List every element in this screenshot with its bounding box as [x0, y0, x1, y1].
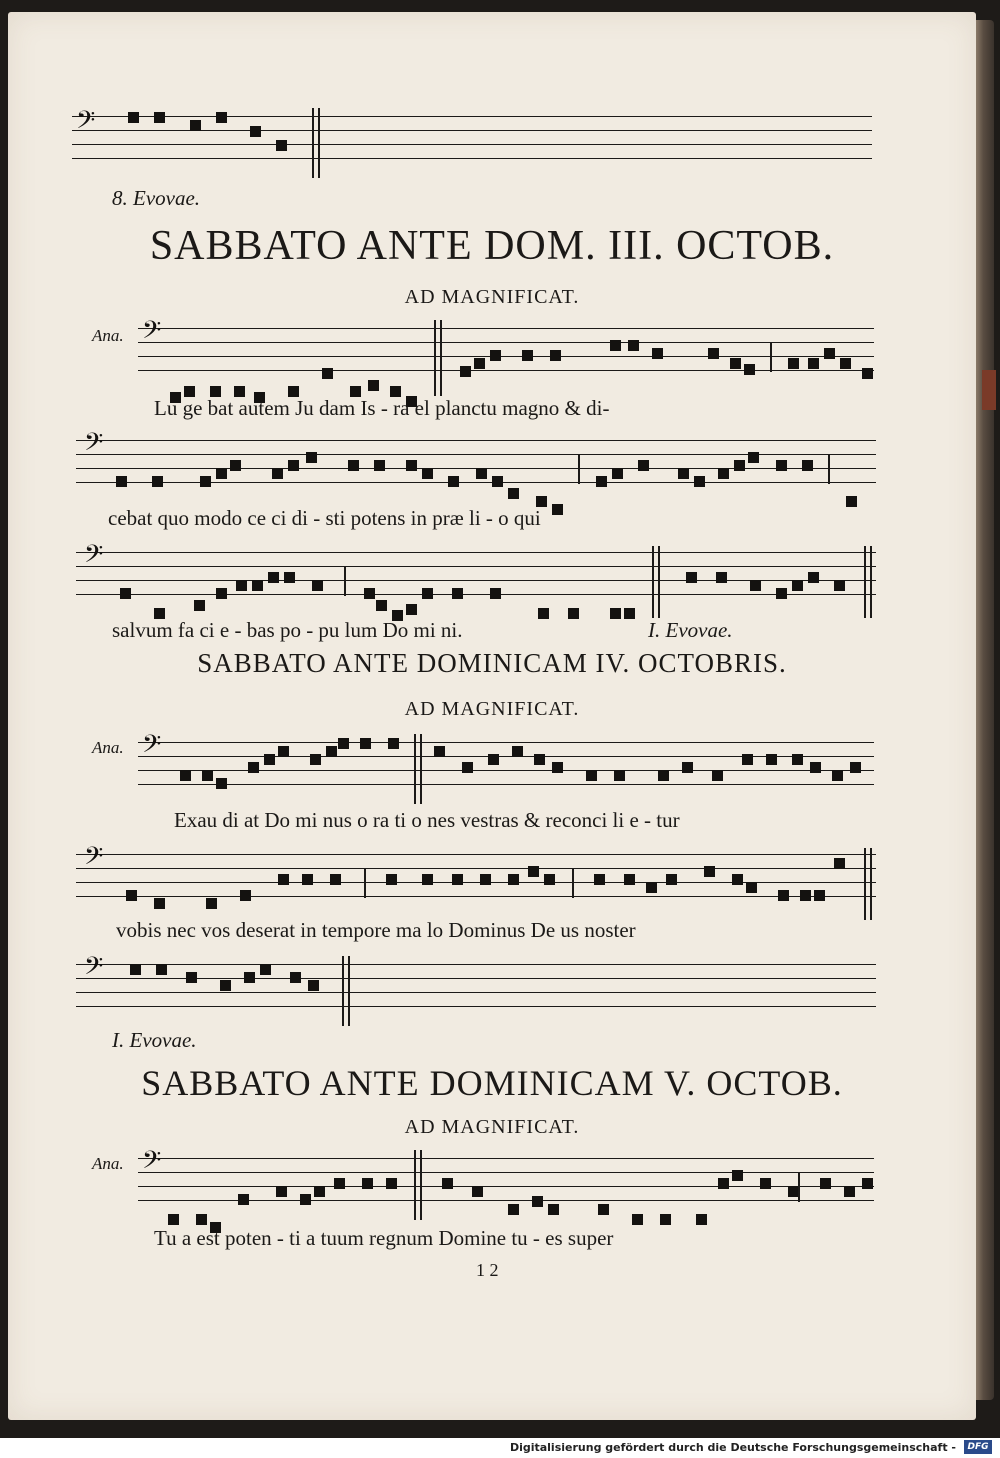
staff-line: [76, 482, 876, 483]
neume-note: [264, 754, 275, 765]
neume-note: [716, 572, 727, 583]
neume-note: [300, 1194, 311, 1205]
neume-note: [508, 488, 519, 499]
clef-icon: 𝄢: [142, 730, 162, 765]
section-subtitle: AD MAGNIFICAT.: [404, 698, 580, 720]
neume-note: [386, 1178, 397, 1189]
staff-1: [138, 316, 874, 364]
staff-line: [138, 370, 874, 371]
neume-note: [290, 972, 301, 983]
neume-note: [788, 358, 799, 369]
lyrics-line: Tu a est poten - ti a tuum regnum Domine tu - es super: [154, 1226, 614, 1250]
neume-note: [260, 964, 271, 975]
neume-note: [658, 770, 669, 781]
neume-note: [284, 572, 295, 583]
clef-icon: 𝄢: [84, 428, 104, 463]
neume-note: [610, 608, 621, 619]
neume-note: [248, 762, 259, 773]
lyrics-line: vobis nec vos deserat in tempore ma lo Dominus De us noster: [116, 918, 636, 942]
neume-note: [528, 866, 539, 877]
neume-note: [252, 580, 263, 591]
neume-note: [638, 460, 649, 471]
neume-note: [522, 350, 533, 361]
end-label: I. Evovae.: [112, 1028, 197, 1052]
neume-note: [452, 874, 463, 885]
neume-note: [180, 770, 191, 781]
neume-note: [776, 460, 787, 471]
neume-note: [552, 504, 563, 515]
neume-note: [152, 476, 163, 487]
clef-icon: 𝄢: [76, 106, 96, 141]
staff-line: [76, 552, 876, 553]
bar-line: [578, 454, 580, 484]
staff-line: [76, 992, 876, 993]
neume-note: [326, 746, 337, 757]
neume-note: [596, 476, 607, 487]
neume-note: [386, 874, 397, 885]
neume-note: [534, 754, 545, 765]
neume-note: [840, 358, 851, 369]
staff-line: [76, 896, 876, 897]
neume-note: [732, 1170, 743, 1181]
neume-note: [276, 140, 287, 151]
neume-note: [704, 866, 715, 877]
neume-note: [810, 762, 821, 773]
neume-note: [712, 770, 723, 781]
neume-note: [368, 380, 379, 391]
neume-note: [238, 1194, 249, 1205]
neume-note: [452, 588, 463, 599]
page-number: 1 2: [476, 1260, 499, 1280]
neume-note: [682, 762, 693, 773]
neume-note: [196, 1214, 207, 1225]
neume-note: [126, 890, 137, 901]
clef-icon: 𝄢: [84, 540, 104, 575]
neume-note: [808, 358, 819, 369]
neume-note: [268, 572, 279, 583]
neume-note: [832, 770, 843, 781]
bar-line: [364, 868, 366, 898]
staff-line: [138, 756, 874, 757]
staff-line: [76, 868, 876, 869]
neume-note: [310, 754, 321, 765]
neume-note: [544, 874, 555, 885]
antiphon-label: Ana.: [92, 1154, 124, 1173]
neume-note: [586, 770, 597, 781]
neume-note: [800, 890, 811, 901]
neume-note: [422, 588, 433, 599]
neume-note: [730, 358, 741, 369]
staff-line: [72, 144, 872, 145]
neume-note: [808, 572, 819, 583]
bar-line: [434, 320, 442, 396]
neume-note: [624, 608, 635, 619]
lyrics-line: cebat quo modo ce ci di - sti potens in præ li - o qui: [108, 506, 541, 530]
neume-note: [492, 476, 503, 487]
neume-note: [628, 340, 639, 351]
bar-line: [864, 546, 872, 618]
bar-line: [864, 848, 872, 920]
neume-note: [434, 746, 445, 757]
staff-line: [72, 158, 872, 159]
staff-line: [76, 1006, 876, 1007]
bar-line: [414, 734, 422, 804]
staff-line: [76, 440, 876, 441]
neume-note: [550, 350, 561, 361]
neume-note: [490, 350, 501, 361]
section-subtitle: AD MAGNIFICAT.: [404, 1116, 580, 1138]
neume-note: [610, 340, 621, 351]
neume-note: [734, 460, 745, 471]
neume-note: [362, 1178, 373, 1189]
neume-note: [376, 600, 387, 611]
neume-note: [488, 754, 499, 765]
neume-note: [278, 874, 289, 885]
neume-note: [480, 874, 491, 885]
footer-credit: Digitalisierung gefördert durch die Deutsche Forschungsgemeinschaft -: [509, 1441, 956, 1454]
neume-note: [306, 452, 317, 463]
neume-note: [230, 460, 241, 471]
neume-note: [374, 460, 385, 471]
lyrics-line: Lu ge bat autem Ju dam Is - ra el planctu magno & di-: [154, 396, 610, 420]
neume-note: [236, 580, 247, 591]
section-title: SABBATO ANTE DOMINICAM V. OCTOB.: [141, 1063, 843, 1103]
neume-note: [766, 754, 777, 765]
bar-line: [342, 956, 350, 1026]
neume-note: [220, 980, 231, 991]
neume-note: [844, 1186, 855, 1197]
neume-note: [508, 874, 519, 885]
neume-note: [216, 778, 227, 789]
neume-note: [646, 882, 657, 893]
staff-0: [72, 106, 872, 152]
neume-note: [308, 980, 319, 991]
neume-note: [130, 964, 141, 975]
neume-note: [834, 858, 845, 869]
neume-note: [748, 452, 759, 463]
dfg-logo: DFG: [964, 1440, 992, 1454]
neume-note: [694, 476, 705, 487]
neume-note: [532, 1196, 543, 1207]
staff-4: [138, 730, 874, 778]
neume-note: [128, 112, 139, 123]
neume-note: [202, 770, 213, 781]
staff-line: [72, 116, 872, 117]
neume-note: [462, 762, 473, 773]
bar-line: [798, 1172, 800, 1202]
bar-line: [572, 868, 574, 898]
section-title: SABBATO ANTE DOMINICAM IV. OCTOBRIS.: [197, 648, 787, 678]
neume-note: [364, 588, 375, 599]
neume-note: [272, 468, 283, 479]
neume-note: [116, 476, 127, 487]
end-label: I. Evovae.: [648, 618, 733, 642]
neume-note: [154, 898, 165, 909]
neume-note: [206, 898, 217, 909]
neume-note: [388, 738, 399, 749]
neume-note: [614, 770, 625, 781]
clef-icon: 𝄢: [84, 952, 104, 987]
neume-note: [850, 762, 861, 773]
staff-line: [76, 964, 876, 965]
neume-note: [652, 348, 663, 359]
staff-line: [76, 854, 876, 855]
neume-note: [512, 746, 523, 757]
neume-note: [760, 1178, 771, 1189]
neume-note: [330, 874, 341, 885]
bookmark-ribbon: [982, 370, 996, 410]
antiphon-label: Ana.: [92, 326, 124, 345]
end-label: 8. Evovae.: [112, 186, 201, 210]
neume-note: [474, 358, 485, 369]
paper-sheet: [8, 12, 976, 1420]
neume-note: [302, 874, 313, 885]
staff-5: [76, 842, 876, 890]
neume-note: [338, 738, 349, 749]
bar-line: [344, 566, 346, 596]
neume-note: [660, 1214, 671, 1225]
staff-line: [138, 328, 874, 329]
staff-line: [138, 784, 874, 785]
section-title: SABBATO ANTE DOM. III. OCTOB.: [149, 223, 835, 269]
staff-line: [76, 566, 876, 567]
neume-note: [312, 580, 323, 591]
neume-note: [862, 1178, 873, 1189]
neume-note: [548, 1204, 559, 1215]
neume-note: [834, 580, 845, 591]
neume-note: [802, 460, 813, 471]
neume-note: [156, 964, 167, 975]
neume-note: [568, 608, 579, 619]
staff-7: [138, 1146, 874, 1194]
neume-note: [460, 366, 471, 377]
neume-note: [846, 496, 857, 507]
neume-note: [594, 874, 605, 885]
staff-line: [138, 1172, 874, 1173]
neume-note: [632, 1214, 643, 1225]
neume-note: [288, 460, 299, 471]
antiphon-label: Ana.: [92, 738, 124, 757]
section-subtitle: AD MAGNIFICAT.: [404, 286, 580, 308]
neume-note: [250, 126, 261, 137]
neume-note: [422, 874, 433, 885]
neume-note: [120, 588, 131, 599]
neume-note: [406, 460, 417, 471]
neume-note: [216, 468, 227, 479]
neume-note: [612, 468, 623, 479]
neume-note: [334, 1178, 345, 1189]
neume-note: [442, 1178, 453, 1189]
neume-note: [200, 476, 211, 487]
neume-note: [718, 1178, 729, 1189]
neume-note: [750, 580, 761, 591]
book-edge: [976, 20, 994, 1400]
staff-line: [138, 356, 874, 357]
clef-icon: 𝄢: [142, 316, 162, 351]
neume-note: [348, 460, 359, 471]
staff-line: [138, 1158, 874, 1159]
neume-note: [708, 348, 719, 359]
staff-line: [138, 742, 874, 743]
staff-6: [76, 952, 876, 1000]
neume-note: [624, 874, 635, 885]
neume-note: [792, 580, 803, 591]
bar-line: [312, 108, 320, 178]
neume-note: [538, 608, 549, 619]
staff-2: [76, 428, 876, 476]
neume-note: [666, 874, 677, 885]
neume-note: [776, 588, 787, 599]
neume-note: [154, 112, 165, 123]
neume-note: [240, 890, 251, 901]
neume-note: [322, 368, 333, 379]
neume-note: [186, 972, 197, 983]
lyrics-line: Exau di at Do mi nus o ra ti o nes vestras & reconci li e - tur: [174, 808, 680, 832]
neume-note: [820, 1178, 831, 1189]
neume-note: [190, 120, 201, 131]
neume-note: [216, 588, 227, 599]
neume-note: [422, 468, 433, 479]
staff-line: [138, 342, 874, 343]
neume-note: [678, 468, 689, 479]
neume-note: [360, 738, 371, 749]
neume-note: [508, 1204, 519, 1215]
neume-note: [194, 600, 205, 611]
neume-note: [686, 572, 697, 583]
staff-3: [76, 540, 876, 588]
neume-note: [718, 468, 729, 479]
bar-line: [770, 342, 772, 372]
neume-note: [862, 368, 873, 379]
neume-note: [276, 1186, 287, 1197]
neume-note: [168, 1214, 179, 1225]
neume-note: [598, 1204, 609, 1215]
neume-note: [314, 1186, 325, 1197]
neume-note: [744, 364, 755, 375]
neume-note: [732, 874, 743, 885]
neume-note: [472, 1186, 483, 1197]
neume-note: [490, 588, 501, 599]
neume-note: [814, 890, 825, 901]
neume-note: [552, 762, 563, 773]
neume-note: [824, 348, 835, 359]
lyrics-line: salvum fa ci e - bas po - pu lum Do mi ni.: [112, 618, 463, 642]
bar-line: [828, 454, 830, 484]
neume-note: [448, 476, 459, 487]
neume-note: [476, 468, 487, 479]
bar-line: [414, 1150, 422, 1220]
clef-icon: 𝄢: [84, 842, 104, 877]
neume-note: [696, 1214, 707, 1225]
neume-note: [746, 882, 757, 893]
neume-note: [278, 746, 289, 757]
clef-icon: 𝄢: [142, 1146, 162, 1181]
neume-note: [792, 754, 803, 765]
neume-note: [742, 754, 753, 765]
bar-line: [652, 546, 660, 618]
neume-note: [406, 604, 417, 615]
neume-note: [244, 972, 255, 983]
neume-note: [216, 112, 227, 123]
staff-line: [76, 594, 876, 595]
neume-note: [778, 890, 789, 901]
